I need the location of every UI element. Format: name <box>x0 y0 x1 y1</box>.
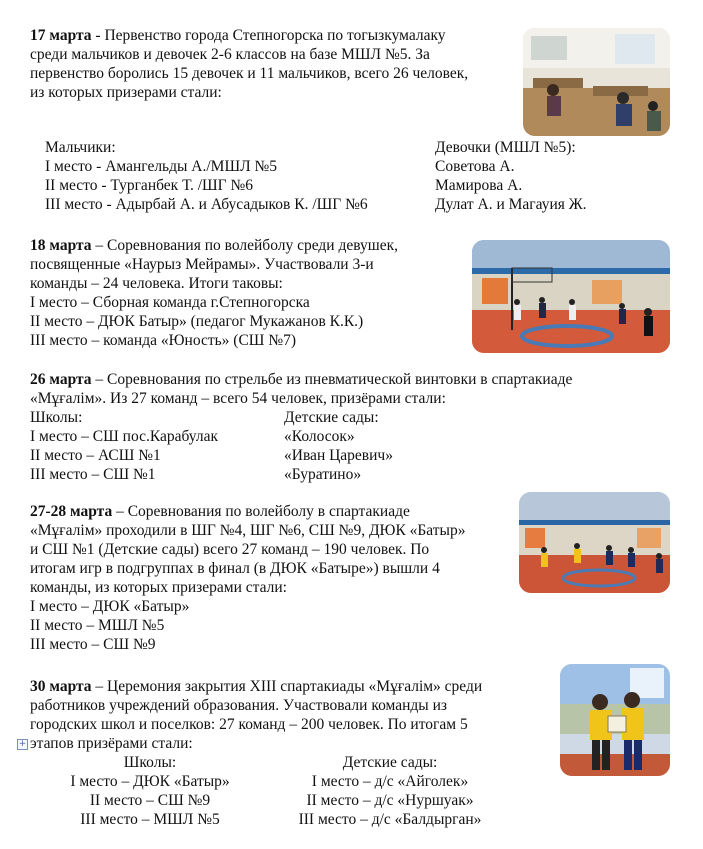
result-line: II место - Турганбек Т. /ШГ №6 <box>45 177 254 194</box>
section-date: 27-28 марта <box>30 503 113 520</box>
text-line: Церемония закрытия ХIII спартакиады «Мұғалім» среди <box>107 678 483 695</box>
text-line: из которых призерами стали: <box>30 84 222 101</box>
result-line: «Иван Царевич» <box>284 447 393 464</box>
text-line: среди мальчиков и девочек 2-6 классов на базе МШЛ №5. За <box>30 46 430 63</box>
column-heading: Детские сады: <box>284 409 379 426</box>
separator: – <box>91 371 108 388</box>
text-line: II место – МШЛ №5 <box>30 617 165 634</box>
final-schools-results <box>30 753 270 829</box>
section-first-line <box>30 236 470 255</box>
result-line: III место - Адырбай А. и Абусадыков К. /ШГ №6 <box>45 196 368 213</box>
section-first-line <box>30 370 680 389</box>
text-line: I место – Сборная команда г.Степногорска <box>30 294 310 311</box>
section-date: 17 марта <box>30 27 92 44</box>
column-heading: Детские сады: <box>342 754 438 771</box>
volleyball-teachers-photo <box>519 492 670 593</box>
separator: – <box>112 503 128 520</box>
section-date: 26 марта <box>30 371 92 388</box>
text-line: «Мұғалім» проходили в ШГ №4, ШГ №6, СШ №9, ДЮК «Батыр» <box>30 522 466 539</box>
text-line: команды – 24 человека. Итоги таковы: <box>30 275 283 292</box>
section-date: 30 марта <box>30 678 92 695</box>
result-line: II место – СШ №9 <box>89 792 211 809</box>
result-line: I место – ДЮК «Батыр» <box>70 773 230 790</box>
text-line: Соревнования по волейболу в спартакиаде <box>127 503 410 520</box>
text-line: I место – ДЮК «Батыр» <box>30 598 190 615</box>
section-17-march <box>30 26 520 102</box>
classroom-photo <box>523 28 670 136</box>
schools-results <box>30 408 218 484</box>
separator: - <box>91 27 105 44</box>
text-line: этапов призёрами стали: <box>30 735 193 752</box>
result-line: III место – МШЛ №5 <box>80 811 220 828</box>
section-first-line <box>30 26 520 45</box>
result-line: II место – д/с «Нуршуак» <box>306 792 474 809</box>
result-line: III место – д/с «Балдырган» <box>298 811 482 828</box>
section-18-march <box>30 236 470 350</box>
closing-ceremony-photo <box>560 664 670 776</box>
text-line: III место – СШ №9 <box>30 636 156 653</box>
section-date: 18 марта <box>30 237 92 254</box>
column-heading: Школы: <box>30 409 83 426</box>
text-line: команды, из которых призерами стали: <box>30 579 287 596</box>
volleyball-girls-photo <box>472 240 670 353</box>
text-line: итогам игр в подгруппах в финал (в ДЮК «Батыре») вышли 4 <box>30 560 440 577</box>
column-heading: Мальчики: <box>45 139 116 156</box>
separator: – <box>91 678 108 695</box>
girls-results <box>435 138 587 214</box>
section-27-28-march <box>30 502 510 654</box>
text-line: III место – команда «Юность» (СШ №7) <box>30 332 297 349</box>
table-move-handle[interactable]: + <box>18 739 27 749</box>
section-26-march <box>30 370 680 408</box>
section-30-march <box>30 677 540 753</box>
section-first-line <box>30 502 510 521</box>
section-first-line <box>30 677 540 696</box>
result-line: «Колосок» <box>284 428 355 445</box>
result-line: «Буратино» <box>284 466 362 483</box>
result-line: Дулат А. и Магауия Ж. <box>435 196 587 213</box>
text-line: работников учреждений образования. Участвовали команды из <box>30 697 448 714</box>
final-kindergartens-results <box>270 753 510 829</box>
text-line: Первенство города Степногорска по тогызкумалаку <box>104 27 446 44</box>
text-line: и СШ №1 (Детские сады) всего 27 команд – 190 человек. По <box>30 541 430 558</box>
result-line: I место – СШ пос.Карабулак <box>30 428 218 445</box>
text-line: «Мұғалім». Из 27 команд – всего 54 человек, призёрами стали: <box>30 390 446 407</box>
result-line: Советова А. <box>435 158 515 175</box>
kindergartens-results <box>284 408 393 484</box>
separator: – <box>91 237 108 254</box>
text-line: городских школ и поселков: 27 команд – 200 человек. По итогам 5 <box>30 716 468 733</box>
text-line: посвященные «Наурыз Мейрамы». Участвовали 3-и <box>30 256 374 273</box>
result-line: II место – АСШ №1 <box>30 447 161 464</box>
boys-results <box>45 138 368 214</box>
column-heading: Школы: <box>123 754 177 771</box>
text-line: II место – ДЮК Батыр» (педагог Мукажанов К.К.) <box>30 313 364 330</box>
text-line: первенство боролись 15 девочек и 11 мальчиков, всего 26 человек, <box>30 65 469 82</box>
column-heading: Девочки (МШЛ №5): <box>435 139 576 156</box>
result-line: I место - Амангельды А./МШЛ №5 <box>45 158 278 175</box>
text-line: Соревнования по волейболу среди девушек, <box>107 237 398 254</box>
result-line: III место – СШ №1 <box>30 466 156 483</box>
result-line: I место – д/с «Айголек» <box>311 773 469 790</box>
text-line: Соревнования по стрельбе из пневматической винтовки в спартакиаде <box>107 371 573 388</box>
result-line: Мамирова А. <box>435 177 523 194</box>
